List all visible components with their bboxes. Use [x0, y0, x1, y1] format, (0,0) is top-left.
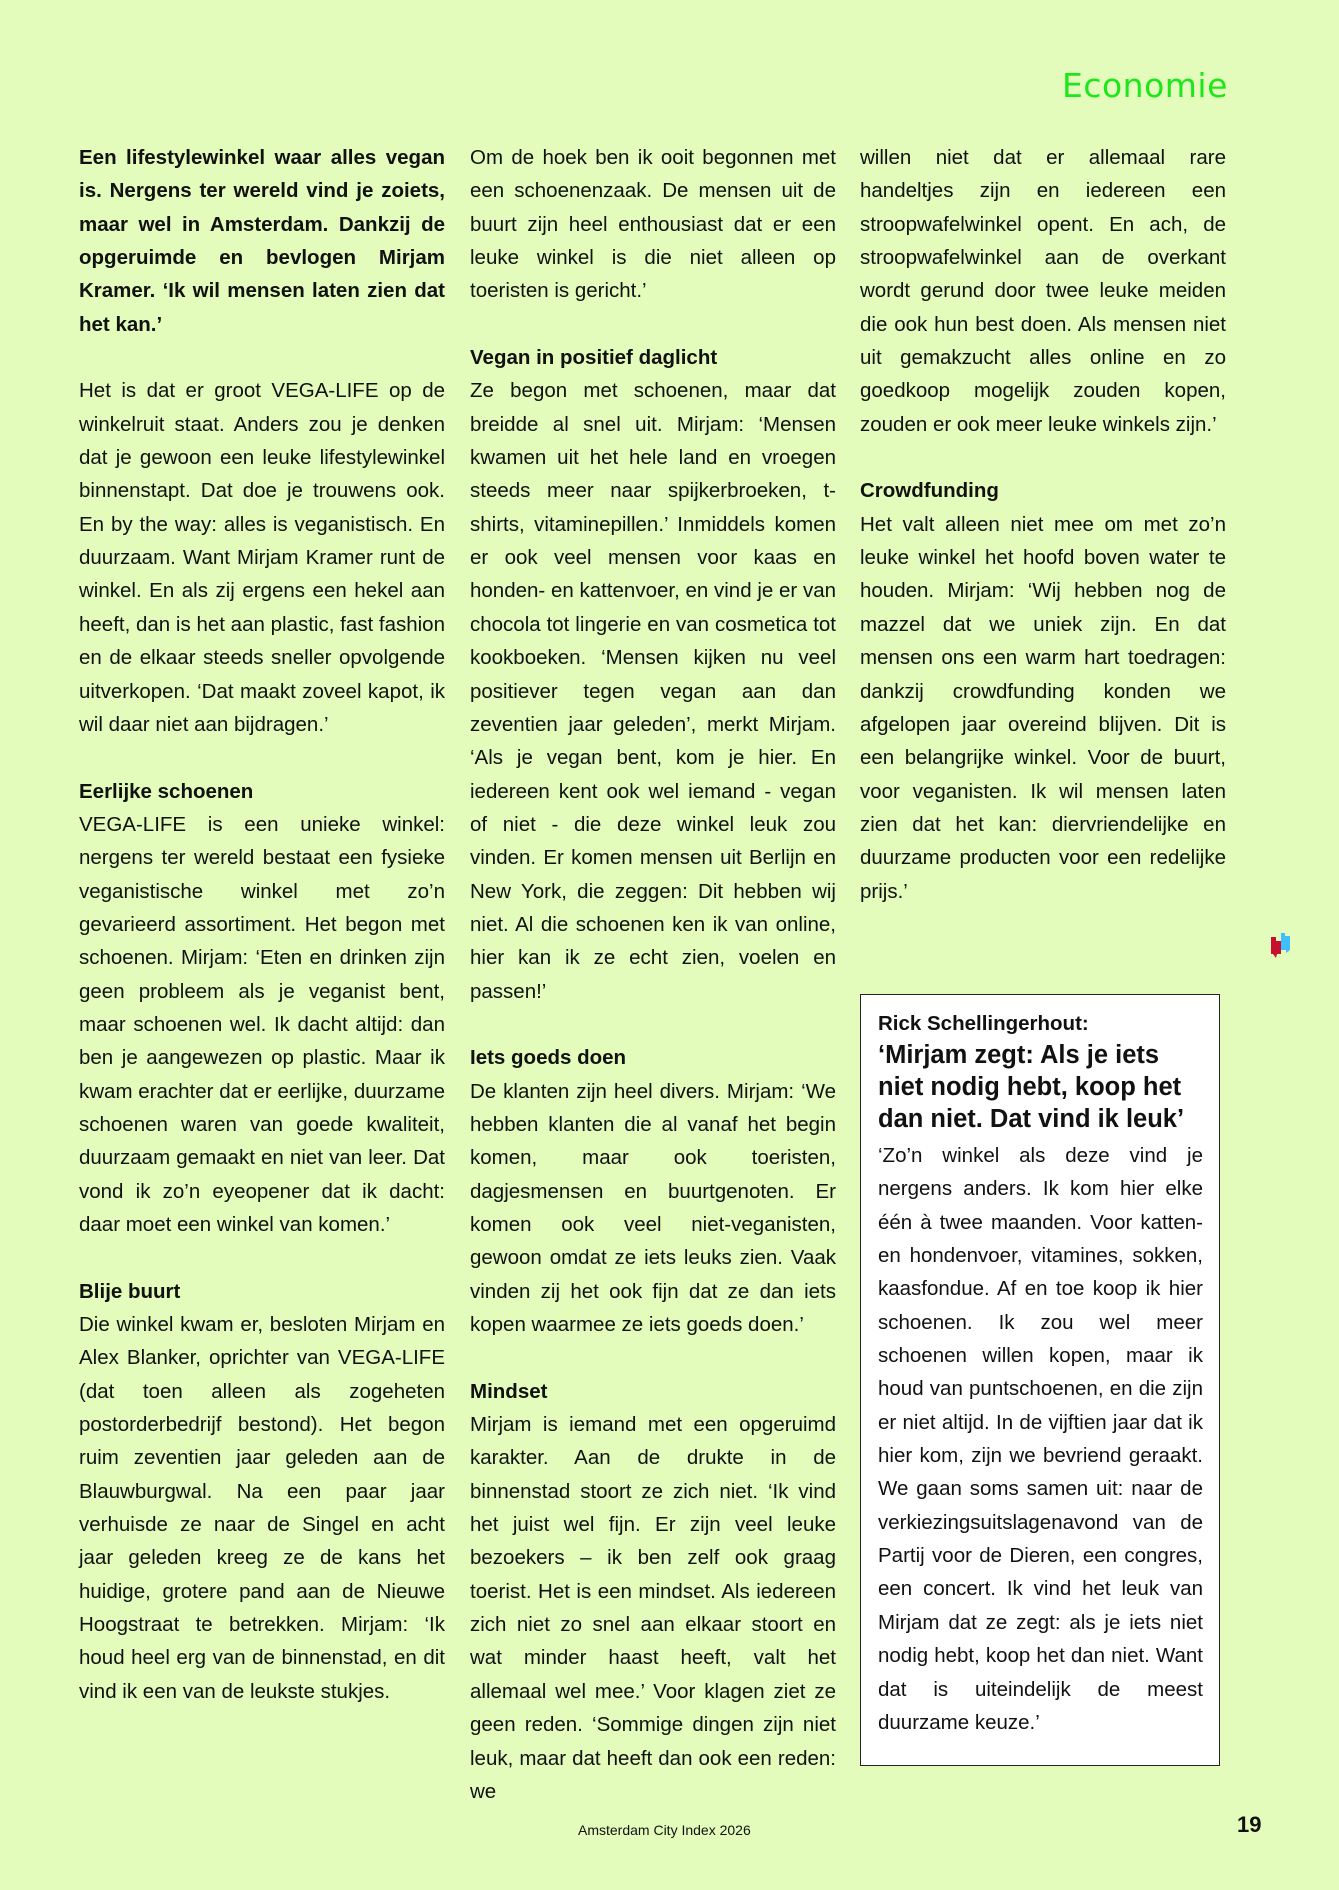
- article-lead: Een lifestylewinkel waar alles vegan is. Nergens ter wereld vind je zoiets, maar wel in Amsterdam. Dankzij de opgeruimde en bevlogen Mirjam Kramer. ‘Ik wil mensen laten zien dat het kan.’: [79, 146, 445, 336]
- article-column-2: [470, 141, 836, 1808]
- article-intro: Het is dat er groot VEGA-LIFE op de winkelruit staat. Anders zou je denken dat je gewoon een leuke lifestylewinkel binnenstapt. Dat doe je trouwens ook. En by the way: alles is veganistisch. En duurzaam. Want Mirjam Kramer runt de winkel. En als zij ergens een hekel aan heeft, dan is het aan plastic, fast fashion en de elkaar steeds sneller opvolgende uitverkopen. ‘Dat maakt zoveel kapot, ik wil daar niet aan bijdragen.’: [79, 379, 445, 736]
- subheading-mindset: Mindset: [470, 1379, 548, 1403]
- testimonial-pullquote: ‘Mirjam zegt: Als je iets niet nodig hebt, koop het dan niet. Dat vind ik leuk’: [878, 1041, 1185, 1133]
- paragraph-vegan-daglicht: Ze begon met schoenen, maar dat breidde al snel uit. Mirjam: ‘Mensen kwamen uit het hele land en vroegen steeds meer naar spijkerbroeken, t-shirts, vitaminepillen.’ Inmiddels komen er ook veel mensen voor kaas en honden- en kattenvoer, en vind je er van chocola tot lingerie en van cosmetica tot kookboeken. ‘Mensen kijken nu veel positiever tegen vegan aan dan zeventien jaar geleden’, merkt Mirjam. ‘Als je vegan bent, kom je hier. En iedereen kent ook wel iemand - vegan of niet - die deze winkel leuk zou vinden. Er komen mensen uit Berlijn en New York, die zeggen: Dit hebben wij niet. Al die schoenen ken ik van online, hier kan ik ze echt zien, voelen en passen!’: [470, 379, 836, 1003]
- subheading-iets-goeds: Iets goeds doen: [470, 1046, 627, 1070]
- paragraph-crowdfunding: Het valt alleen niet mee om met zo’n leuke winkel het hoofd boven water te houden. Mirjam: ‘Wij hebben nog de mazzel dat we uniek zijn. En dat mensen ons een warm hart toedragen: dankzij crowdfunding konden we afgelopen jaar overeind blijven. Dit is een belangrijke winkel. Voor de buurt, voor veganisten. Ik wil mensen laten zien dat het kan: diervriendelijke en duurzame producten voor een redelijke prijs.’: [860, 512, 1226, 903]
- paragraph-continued: willen niet dat er allemaal rare handeltjes zijn en iedereen een stroopwafelwinkel opent. En ach, de stroopwafelwinkel aan de overkant wordt gerund door twee leuke meiden die ook hun best doen. Als mensen niet uit gemakzucht alles online en zo goedkoop mogelijk zouden kopen, zouden er ook meer leuke winkels zijn.’: [860, 146, 1226, 436]
- subheading-blije-buurt: Blije buurt: [79, 1279, 181, 1303]
- speech-bubbles-icon: [1262, 926, 1298, 962]
- page-number: 19: [1237, 1812, 1262, 1837]
- article-column-1: [79, 141, 445, 1708]
- testimonial-box: [860, 994, 1220, 1766]
- paragraph-iets-goeds: De klanten zijn heel divers. Mirjam: ‘We hebben klanten die al vanaf het begin komen, maar ook toeristen, dagjesmensen en buurtgenoten. Er komen ook veel niet-veganisten, gewoon omdat ze iets leuks zien. Vaak vinden zij het ook fijn dat ze dan iets kopen waarmee ze iets goeds doen.’: [470, 1079, 836, 1337]
- paragraph-blije-buurt: Die winkel kwam er, besloten Mirjam en Alex Blanker, oprichter van VEGA-LIFE (dat toen alleen als zogeheten postorderbedrijf bestond). Het begon ruim zeventien jaar geleden aan de Blauwburgwal. Na een paar jaar verhuisde ze naar de Singel en acht jaar geleden kreeg ze de kans het huidige, grotere pand aan de Nieuwe Hoogstraat te betrekken. Mirjam: ‘Ik houd heel erg van de binnenstad, en dit vind ik een van de leukste stukjes.: [79, 1313, 445, 1703]
- paragraph-continued: Om de hoek ben ik ooit begonnen met een schoenenzaak. De mensen uit de buurt zijn heel enthousiast dat er een leuke winkel is die niet alleen op toeristen is gericht.’: [470, 146, 836, 303]
- testimonial-body: ‘Zo’n winkel als deze vind je nergens anders. Ik kom hier elke één à twee maanden. Voor katten- en hondenvoer, vitamines, sokken, kaasfondue. Af en toe koop ik hier schoenen. Ik zou wel meer schoenen willen kopen, maar ik houd van puntschoenen, en die zijn er niet altijd. In de vijftien jaar dat ik hier kom, zijn we bevriend geraakt. We gaan soms samen uit: naar de verkiezingsuitslagenavond van de Partij voor de Dieren, een congres, een concert. Ik vind het leuk van Mirjam dat ze zegt: als je iets niet nodig hebt, koop het dan niet. Want dat is uiteindelijk de meest duurzame keuze.’: [878, 1144, 1203, 1734]
- subheading-vegan-daglicht: Vegan in positief daglicht: [470, 346, 718, 370]
- subheading-eerlijke-schoenen: Eerlijke schoenen: [79, 779, 254, 803]
- paragraph-mindset: Mirjam is iemand met een opgeruimd karakter. Aan de drukte in de binnenstad stoort ze zich niet. ‘Ik vind het juist wel fijn. Er zijn veel leuke bezoekers – ik ben zelf ook graag toerist. Het is een mindset. Als iedereen zich niet zo snel aan elkaar stoort en wat minder haast heeft, valt het allemaal wel mee.’ Voor klagen ziet ze geen reden. ‘Sommige dingen zijn niet leuk, maar dat heeft dan ook een reden: we: [470, 1413, 836, 1803]
- article-column-3: [860, 141, 1226, 908]
- paragraph-eerlijke-schoenen: VEGA-LIFE is een unieke winkel: nergens ter wereld bestaat een fysieke veganistische winkel met zo’n gevarieerd assortiment. Het begon met schoenen. Mirjam: ‘Eten en drinken zijn geen probleem als je veganist bent, maar schoenen wel. Ik dacht altijd: dan ben je aangewezen op plastic. Maar ik kwam erachter dat er eerlijke, duurzame schoenen waren van goede kwaliteit, duurzaam gemaakt en niet van leer. Dat vond ik zo’n eyeopener dat ik dacht: daar moet een winkel van komen.’: [79, 812, 445, 1236]
- subheading-crowdfunding: Crowdfunding: [860, 479, 999, 503]
- footer-publication: Amsterdam City Index 2026: [578, 1822, 751, 1838]
- testimonial-byline: Rick Schellingerhout:: [878, 1012, 1089, 1035]
- section-label: Economie: [1062, 66, 1228, 105]
